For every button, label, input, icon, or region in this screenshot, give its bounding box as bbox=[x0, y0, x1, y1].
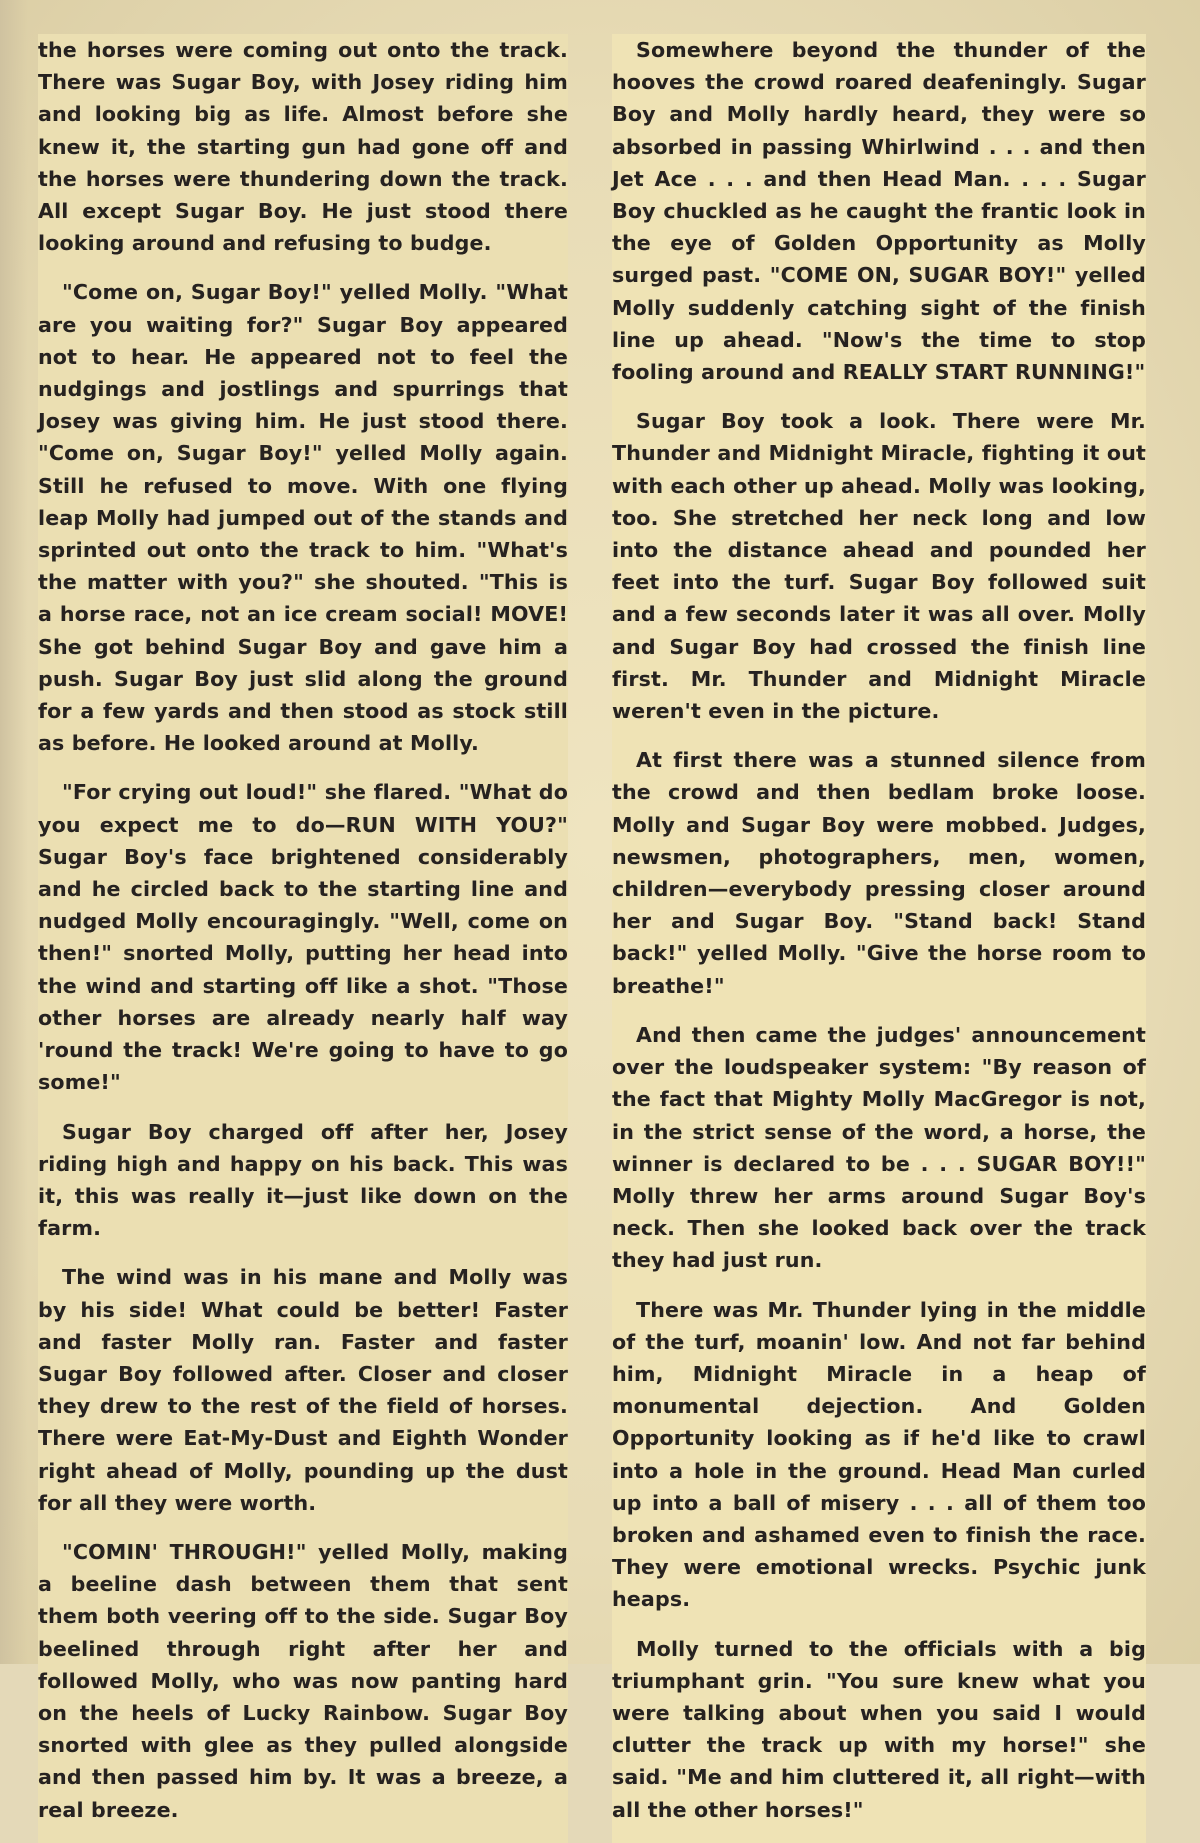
left-text-column bbox=[38, 34, 568, 1843]
paragraph: "Come on, Sugar Boy!" yelled Molly. "What are you waiting for?" Sugar Boy appeared not to hear. He appeared not to feel the nudgings and jostlings and spurrings that Josey was giving him. He just stood there. "Come on, Sugar Boy!" yelled Molly again. Still he refused to move. With one flying leap Molly had jumped out of the stands and sprinted out onto the track to him. "What's the matter with you?" she shouted. "This is a horse race, not an ice cream social! MOVE! She got behind Sugar Boy and gave him a push. Sugar Boy just slid along the ground for a few yards and then stood as stock still as before. He looked around at Molly. bbox=[38, 280, 568, 756]
paragraph: Sugar Boy charged off after her, Josey riding high and happy on his back. This was it, this was really it—just like down on the farm. bbox=[38, 1119, 568, 1241]
paragraph: "COMIN' THROUGH!" yelled Molly, making a beeline dash between them that sent them both veering off to the side. Sugar Boy beelined through right after her and followed Molly, who was now panting hard on the heels of Lucky Rainbow. Sugar Boy snorted with glee as they pulled alongside and then passed him by. It was a breeze, a real breeze. bbox=[38, 1539, 568, 1822]
page-edge-shadow bbox=[0, 0, 28, 1664]
paragraph: The wind was in his mane and Molly was by his side! What could be better! Faster and faster Molly ran. Faster and faster Sugar Boy followed after. Closer and closer they drew to the rest of the field of horses. There were Eat-My-Dust and Eighth Wonder right ahead of Molly, pounding up the dust for all they were worth. bbox=[38, 1265, 568, 1515]
paragraph: "For crying out loud!" she flared. "What do you expect me to do—RUN WITH YOU?" Sugar Boy's face brightened considerably and he circled back to the starting line and nudged Molly encouragingly. "Well, come on then!" snorted Molly, putting her head into the wind and starting off like a shot. "Those other horses are already nearly half way 'round the track! We're going to have to go some!" bbox=[38, 780, 568, 1095]
paragraph: the horses were coming out onto the track. There was Sugar Boy, with Josey riding him and looking big as life. Almost before she knew it, the starting gun had gone off and the horses were thundering down the track. All except Sugar Boy. He just stood there looking around and refusing to budge. bbox=[38, 38, 568, 256]
right-text-column bbox=[612, 34, 1146, 1843]
paragraph: And then came the judges' announcement over the loudspeaker system: "By reason of the fact that Mighty Molly MacGregor is not, in the strict sense of the word, a horse, the winner is declared to be . . . SUGAR BOY!!" Molly threw her arms around Sugar Boy's neck. Then she looked back over the track they had just run. bbox=[612, 1022, 1146, 1273]
paragraph: Sugar Boy took a look. There were Mr. Thunder and Midnight Miracle, fighting it out with each other up ahead. Molly was looking, too. She stretched her neck long and low into the distance ahead and pounded her feet into the turf. Sugar Boy followed suit and a few seconds later it was all over. Molly and Sugar Boy had crossed the finish line first. Mr. Thunder and Midnight Miracle weren't even in the picture. bbox=[612, 409, 1146, 724]
paragraph: There was Mr. Thunder lying in the middle of the turf, moanin' low. And not far behind him, Midnight Miracle in a heap of monumental dejection. And Golden Opportunity looking as if he'd like to crawl into a hole in the ground. Head Man curled up into a ball of misery . . . all of them too broken and ashamed even to finish the race. They were emotional wrecks. Psychic junk heaps. bbox=[612, 1297, 1146, 1612]
paragraph: At first there was a stunned silence from the crowd and then bedlam broke loose. Molly and Sugar Boy were mobbed. Judges, newsmen, photographers, men, women, children—everybody pressing closer around her and Sugar Boy. "Stand back! Stand back!" yelled Molly. "Give the horse room to breathe!" bbox=[612, 748, 1146, 998]
paragraph: Somewhere beyond the thunder of the hooves the crowd roared deafeningly. Sugar Boy and Molly hardly heard, they were so absorbed in passing Whirlwind . . . and then Jet Ace . . . and then Head Man. . . . Sugar Boy chuckled as he caught the frantic look in the eye of Golden Opportunity as Molly surged past. "COME ON, SUGAR BOY!" yelled Molly suddenly catching sight of the finish line up ahead. "Now's the time to stop fooling around and REALLY START RUNNING!" bbox=[612, 38, 1146, 385]
paragraph: Molly turned to the officials with a big triumphant grin. "You sure knew what you were talking about when you said I would clutter the track up with my horse!" she said. "Me and him cluttered it, all right—with all the other horses!" bbox=[612, 1636, 1146, 1822]
